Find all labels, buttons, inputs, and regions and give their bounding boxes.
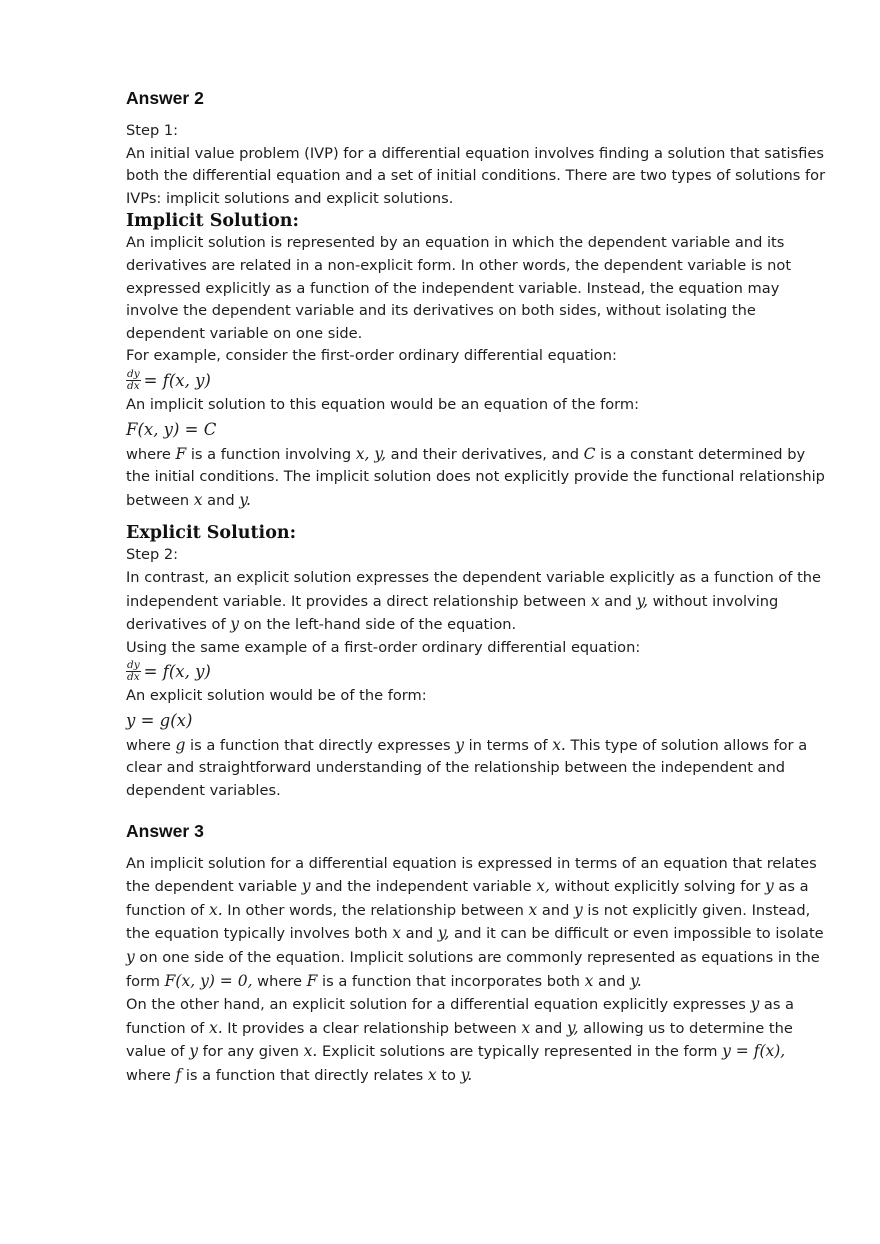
implicit-form-intro: An implicit solution to this equation would be an equation of the form: bbox=[126, 395, 640, 413]
answer-3-heading: Answer 3 bbox=[126, 820, 204, 841]
implicit-description: An implicit solution is represented by an equation in which the dependent variable and its derivatives are related in a non-explicit form. In other words, the dependent variable is not expressed explicitly as a function of the independent variable. Instead, the equation may involve the dependent variable and its derivatives on both sides, without isolating the dependent variable on one side. bbox=[126, 234, 792, 342]
explicit-where-paragraph: where g is a function that directly expresses y in terms of x. This type of solution allows for a clear and straightforward understanding of the relationship between the independent and dependent variables. bbox=[126, 735, 808, 800]
step-1-label: Step 1: bbox=[126, 122, 179, 139]
explicit-solution-heading: Explicit Solution: bbox=[126, 523, 297, 544]
implicit-where-paragraph: where F is a function involving x, y, and their derivatives, and C is a constant determined by the initial conditions. The implicit solution does not explicitly provide the functional relationship between x and y. bbox=[126, 444, 825, 509]
implicit-solution-heading: Implicit Solution: bbox=[126, 211, 299, 232]
explicit-form-equation: y = g(x) bbox=[126, 710, 193, 730]
for-example-text: For example, consider the first-order ordinary differential equation: bbox=[126, 347, 617, 365]
answer-2-heading: Answer 2 bbox=[126, 88, 204, 108]
derivative-fraction: $\frac{dy}{dx}$ bbox=[127, 367, 140, 392]
answer-3-paragraph-1: An implicit solution for a differential equation is expressed in terms of an equation that relates the dependent variable y and the independent variable x, without explicitly solving for y as a function of x. In other words, the relationship between x and y is not explicitly given. Instead, the equation typically involves both x and y, and it can be difficult or even impossible to isolate y on one side of the equation. Implicit solutions are commonly represented as equations in the form F(x, y) = 0, where F is a function that incorporates both x and y. bbox=[126, 854, 824, 990]
document-page bbox=[126, 86, 826, 1088]
intro-paragraph: An initial value problem (IVP) for a differential equation involves finding a solution that satisfies both the differential equation and a set of initial conditions. There are two types of solutions for IVPs: implicit solutions and explicit solutions. bbox=[126, 144, 826, 207]
derivative-fraction: $\frac{dy}{dx}$ bbox=[127, 659, 140, 684]
step-2-label: Step 2: bbox=[126, 546, 179, 564]
using-same-example-text: Using the same example of a first-order ordinary differential equation: bbox=[126, 638, 641, 656]
ode-equation-2: $\frac{dy}{dx}$ = f(x, y) bbox=[127, 659, 211, 684]
contrast-paragraph: In contrast, an explicit solution expresses the dependent variable explicitly as a function of the independent variable. It provides a direct relationship between x and y, without involving derivatives of y on the left-hand side of the equation. bbox=[126, 568, 822, 634]
ode-equation-1: $\frac{dy}{dx}$ = f(x, y) bbox=[127, 367, 211, 392]
answer-3-paragraph-2: On the other hand, an explicit solution for a differential equation explicitly expresses y as a function of x. It provides a clear relationship between x and y, allowing us to determine the value of y for any given x. Explicit solutions are typically represented in the form y = f(x), where f is a function that directly relates x to y. bbox=[126, 995, 795, 1084]
implicit-form-equation: F(x, y) = C bbox=[126, 419, 217, 439]
explicit-form-intro: An explicit solution would be of the form: bbox=[126, 687, 427, 705]
